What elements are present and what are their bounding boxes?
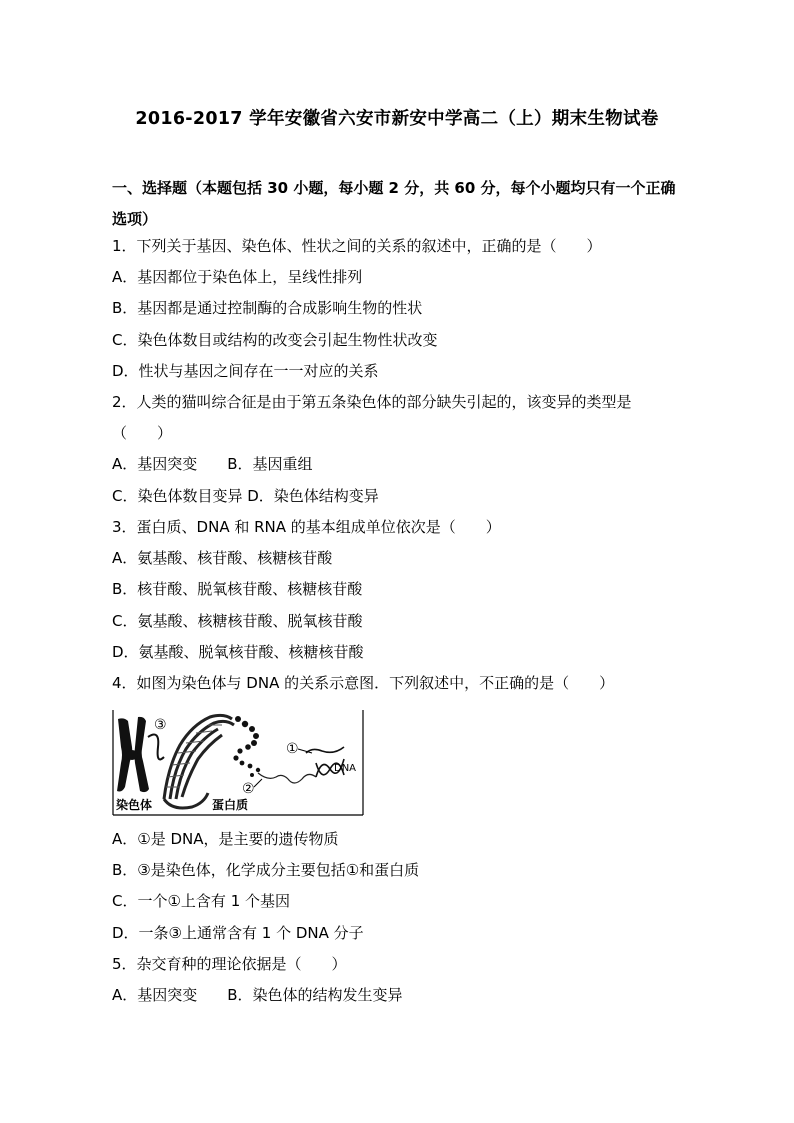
marker-1: ① [286,741,299,757]
protein-label: 蛋白质 [212,798,249,812]
question-1-option-b: B．基因都是通过控制酶的合成影响生物的性状 [112,299,423,317]
question-2-options-ab: A．基因突变 B．基因重组 [112,455,313,473]
chromosome-dna-diagram [112,707,364,817]
question-3-option-c: C．氨基酸、核糖核苷酸、脱氧核苷酸 [112,612,363,630]
question-2-stem: 2．人类的猫叫综合征是由于第五条染色体的部分缺失引起的，该变异的类型是 [112,393,632,411]
question-3-option-d: D．氨基酸、脱氧核苷酸、核糖核苷酸 [112,643,364,661]
question-3-option-a: A．氨基酸、核苷酸、核糖核苷酸 [112,549,333,567]
question-1-option-d: D．性状与基因之间存在一一对应的关系 [112,362,379,380]
question-4-option-c: C．一个①上含有 1 个基因 [112,892,291,910]
question-2-stem-cont: （ ） [112,424,173,442]
question-2-options-cd: C．染色体数目变异 D．染色体结构变异 [112,487,379,505]
question-4-stem: 4．如图为染色体与 DNA 的关系示意图．下列叙述中，不正确的是（ ） [112,674,615,692]
nucleosome-beads [233,716,260,777]
question-1-option-a: A．基因都位于染色体上，呈线性排列 [112,268,363,286]
chromosome-shape [117,717,149,792]
question-4-option-a: A．①是 DNA，是主要的遗传物质 [112,830,339,848]
dna-label: DNA [334,763,357,774]
coiled-chromatin [164,715,234,799]
page-title: 2016-2017 学年安徽省六安市新安中学高二（上）期末生物试卷 [135,109,659,129]
question-5-stem: 5．杂交育种的理论依据是（ ） [112,955,347,973]
question-4-option-d: D．一条③上通常含有 1 个 DNA 分子 [112,924,364,942]
section-heading: 一、选择题（本题包括 30 小题，每小题 2 分，共 60 分，每个小题均只有一个正确选项） [112,179,676,228]
question-1-stem: 1．下列关于基因、染色体、性状之间的关系的叙述中，正确的是（ ） [112,237,602,255]
marker-3: ③ [154,717,167,733]
question-3-option-b: B．核苷酸、脱氧核苷酸、核糖核苷酸 [112,580,363,598]
question-4-option-b: B．③是染色体，化学成分主要包括①和蛋白质 [112,861,420,879]
marker-2: ② [242,781,255,797]
question-1-option-c: C．染色体数目或结构的改变会引起生物性状改变 [112,331,438,349]
question-3-stem: 3．蛋白质、DNA 和 RNA 的基本组成单位依次是（ ） [112,518,501,536]
chromosome-label: 染色体 [116,798,153,812]
question-5-options-ab: A．基因突变 B．染色体的结构发生变异 [112,986,403,1004]
